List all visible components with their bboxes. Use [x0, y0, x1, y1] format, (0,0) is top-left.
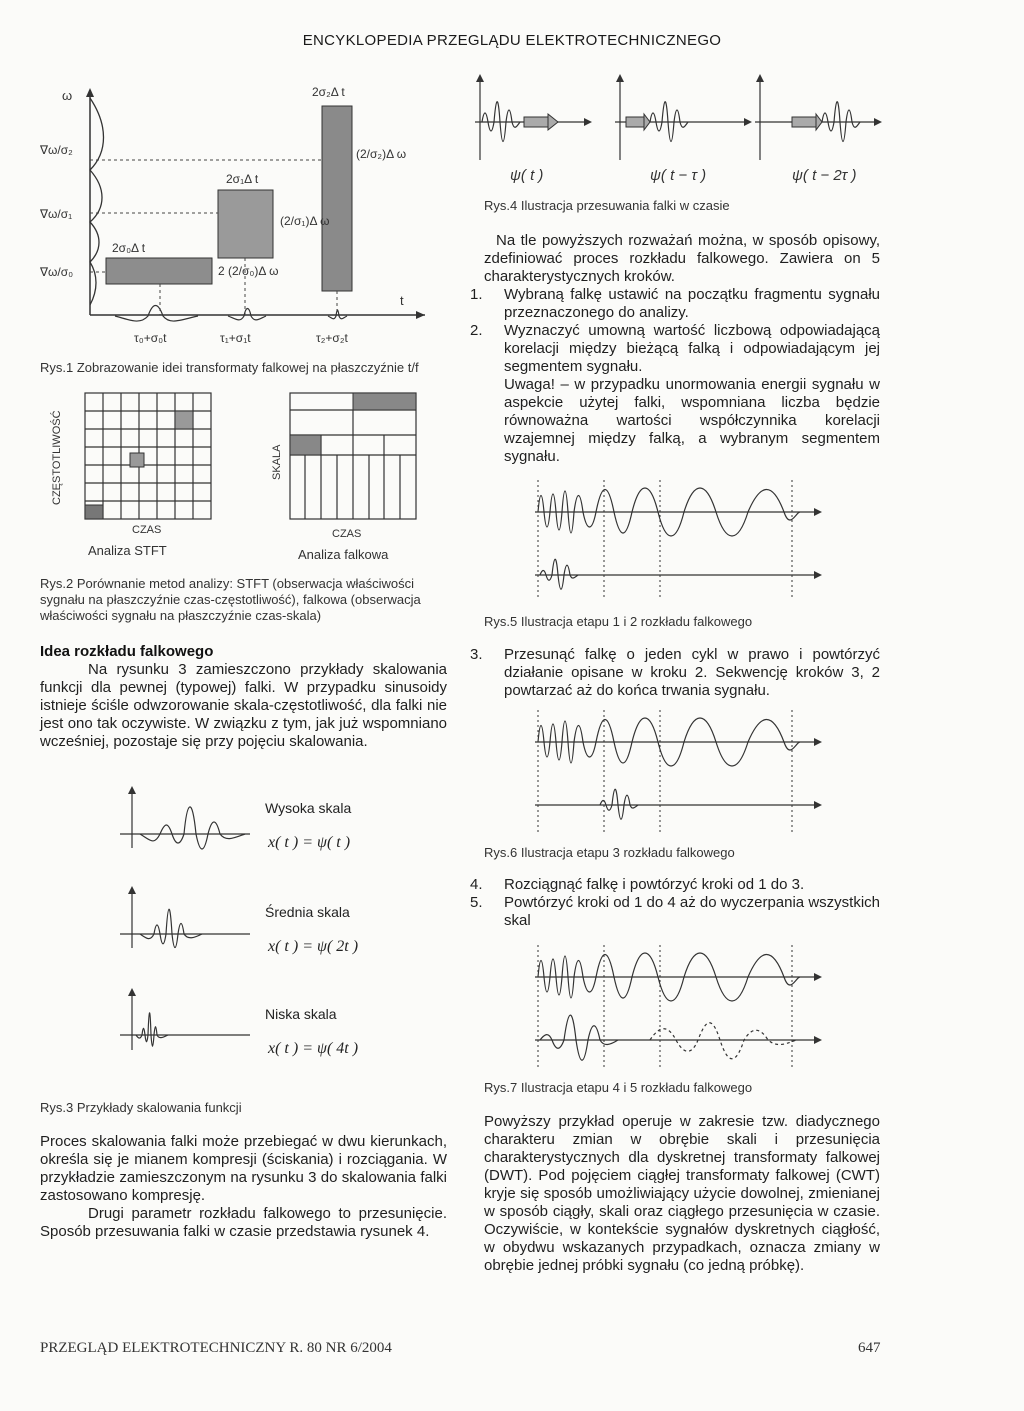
- fig2-caption: Rys.2 Porównanie metod analizy: STFT (obserwacja właściwości sygnału na płaszczyźnie czas-częstotliwość), falkowa (obserwacja właściwości sygnału na płaszczyźnie czas-skala): [40, 576, 421, 623]
- fig1-x0: τ₀+σ₀t: [134, 331, 167, 345]
- fig2-x-left: CZAS: [132, 524, 162, 536]
- fig1-label-r-mid: (2/σ₁)Δ ω: [280, 214, 330, 228]
- right-intro: Na tle powyższych rozważań można, w sposób opisowy, zdefiniować proces rozkładu falkowego. Zawiera on 5 charakterystycznych kroków.: [484, 232, 880, 285]
- figure-7: [500, 935, 830, 1075]
- step-2-number: 2.: [470, 322, 483, 339]
- fig1-t-label: t: [400, 293, 404, 308]
- step-1-number: 1.: [470, 286, 483, 303]
- fig3-high-scale-eq: x( t ) = ψ( t ): [268, 834, 351, 851]
- fig1-y2: ∇ω/σ₁: [40, 207, 73, 221]
- fig2-name-left: Analiza STFT: [88, 543, 167, 558]
- step-5-text: Powtórzyć kroki od 1 do 4 aż do wyczerpania wszystkich skal: [504, 894, 880, 929]
- fig4-label-1: ψ( t ): [510, 167, 544, 184]
- step-3-text: Przesunąć falkę o jeden cykl w prawo i powtórzyć działanie opisane w kroku 2. Sekwencję kroków 3, 2 powtarzać aż do końca trwania sygnału.: [504, 646, 880, 699]
- step-2: [470, 322, 880, 376]
- step-2-text: Wyznaczyć umowną wartość liczbową odpowiadającą korelacji między bieżącą falką i odpowiadającym jej segmentem sygnału.: [504, 322, 880, 375]
- fig1-y1: ∇ω/σ₂: [40, 143, 73, 157]
- step-1-text: Wybraną falkę ustawić na początku fragmentu sygnału przeznaczonego do analizy.: [504, 286, 880, 321]
- fig4-label-2: ψ( t − τ ): [650, 167, 707, 184]
- fig1-label-mid: 2σ₁Δ t: [226, 172, 259, 186]
- fig1-caption: Rys.1 Zobrazowanie idei transformaty falkowej na płaszczyźnie t/f: [40, 360, 419, 375]
- step-4-text: Rozciągnąć falkę i powtórzyć kroki od 1 do 3.: [504, 876, 805, 893]
- fig3-high-scale-label: Wysoka skala: [265, 800, 352, 816]
- step-3: [470, 646, 880, 700]
- section-idea-text: Na rysunku 3 zamieszczono przykłady skalowania funkcji dla pewnej (typowej) falki. W przypadku sinusoidy istnieje ściśle odwzorowanie skala-częstotliwość, dla falki nie jest ono tak oczywiste. W związku z tym, jak już wspomniano wcześniej, pozostaje się przy pojęciu skalowania.: [40, 661, 447, 750]
- steps-1-2: [470, 286, 880, 376]
- figure-1-tf-plane: [40, 80, 460, 360]
- figure-4-shifting: [470, 70, 890, 190]
- page-number: 647: [858, 1340, 881, 1356]
- fig3-mid-scale-label: Średnia skala: [265, 904, 350, 920]
- step-5-number: 5.: [470, 894, 483, 911]
- fig1-label-r-low: 2 (2/σ₀)Δ ω: [218, 264, 279, 278]
- final-paragraph: Powyższy przykład operuje w zakresie tzw. diadycznego charakteru zmian w obrębie skali i przesunięcia charakterystycznych dla dyskretnej transformaty falkowej (DWT). Pod pojęciem ciągłej transformaty falkowej (CWT) kryje się sposób umożliwiający użycie dowolnej, zmienianej w sposób ciągły, skali oraz ciągłego przesunięcia w czasie. Oczywiście, w kontekście sygnałów dyskretnych ciągłość, w obydwu wskazanych przypadkach, oznacza zmiany w obrębie jednej próbki sygnału (co jedną próbkę).: [484, 1113, 880, 1274]
- fig2-name-right: Analiza falkowa: [298, 547, 389, 562]
- fig3-low-scale-label: Niska skala: [265, 1006, 337, 1022]
- fig2-y-left: CZĘSTOTLIWOŚĆ: [51, 410, 63, 505]
- fig1-label-low: 2σ₀Δ t: [112, 241, 146, 255]
- fig4-label-3: ψ( t − 2τ ): [792, 167, 857, 184]
- step-5: [470, 894, 880, 930]
- fig7-caption: Rys.7 Ilustracja etapu 4 i 5 rozkładu falkowego: [484, 1080, 753, 1095]
- figure-6: [500, 700, 830, 840]
- step-1: [470, 286, 880, 322]
- note-text: Uwaga! – w przypadku unormowania energii sygnału w aspekcie użytej falki, wspomniana liczba będzie równoważna wartości współczynnika korelacji wzajemnej między falką, a wybranym segmentem sygnału.: [504, 376, 880, 465]
- fig2-y-right: SKALA: [271, 444, 283, 480]
- fig1-label-r-top: (2/σ₂)Δ ω: [356, 147, 407, 161]
- section-heading-idea: Idea rozkładu falkowego: [40, 643, 214, 660]
- figure-5: [500, 470, 830, 610]
- fig3-low-scale-eq: x( t ) = ψ( 4t ): [268, 1040, 359, 1057]
- steps-4-5: [470, 876, 880, 930]
- fig3-mid-scale-eq: x( t ) = ψ( 2t ): [268, 938, 359, 955]
- step-3-list: [470, 646, 880, 700]
- fig2-x-right: CZAS: [332, 528, 362, 540]
- fig5-caption: Rys.5 Ilustracja etapu 1 i 2 rozkładu falkowego: [484, 614, 753, 629]
- footer-journal: PRZEGLĄD ELEKTROTECHNICZNY R. 80 NR 6/2004: [40, 1340, 392, 1356]
- paragraph-shift: Drugi parametr rozkładu falkowego to przesunięcie. Sposób przesuwania falki w czasie przedstawia rysunek 4.: [40, 1205, 447, 1240]
- fig1-x2: τ₂+σ₂t: [316, 331, 348, 345]
- fig1-y3: ∇ω/σ₀: [40, 265, 74, 279]
- page-header: ENCYKLOPEDIA PRZEGLĄDU ELEKTROTECHNICZNEGO: [302, 32, 722, 49]
- fig1-omega-label: ω: [62, 88, 73, 103]
- step-3-number: 3.: [470, 646, 483, 663]
- fig6-caption: Rys.6 Ilustracja etapu 3 rozkładu falkowego: [484, 845, 735, 860]
- step-4: [470, 876, 880, 894]
- fig4-caption: Rys.4 Ilustracja przesuwania falki w czasie: [484, 198, 730, 213]
- figure-2-comparison: [40, 385, 460, 565]
- fig1-x1: τ₁+σ₁t: [220, 331, 251, 345]
- fig1-label-top: 2σ₂Δ t: [312, 85, 345, 99]
- step-4-number: 4.: [470, 876, 483, 893]
- fig3-caption: Rys.3 Przykłady skalowania funkcji: [40, 1100, 242, 1115]
- figure-3-scaling: [110, 782, 260, 1092]
- paragraph-scaling: Proces skalowania falki może przebiegać w dwu kierunkach, określa się je mianem kompresji (ściskania) i rozciągania. W przykładzie zamieszczonym na rysunku 3 do skalowania falki zastosowano kompresję.: [40, 1133, 447, 1204]
